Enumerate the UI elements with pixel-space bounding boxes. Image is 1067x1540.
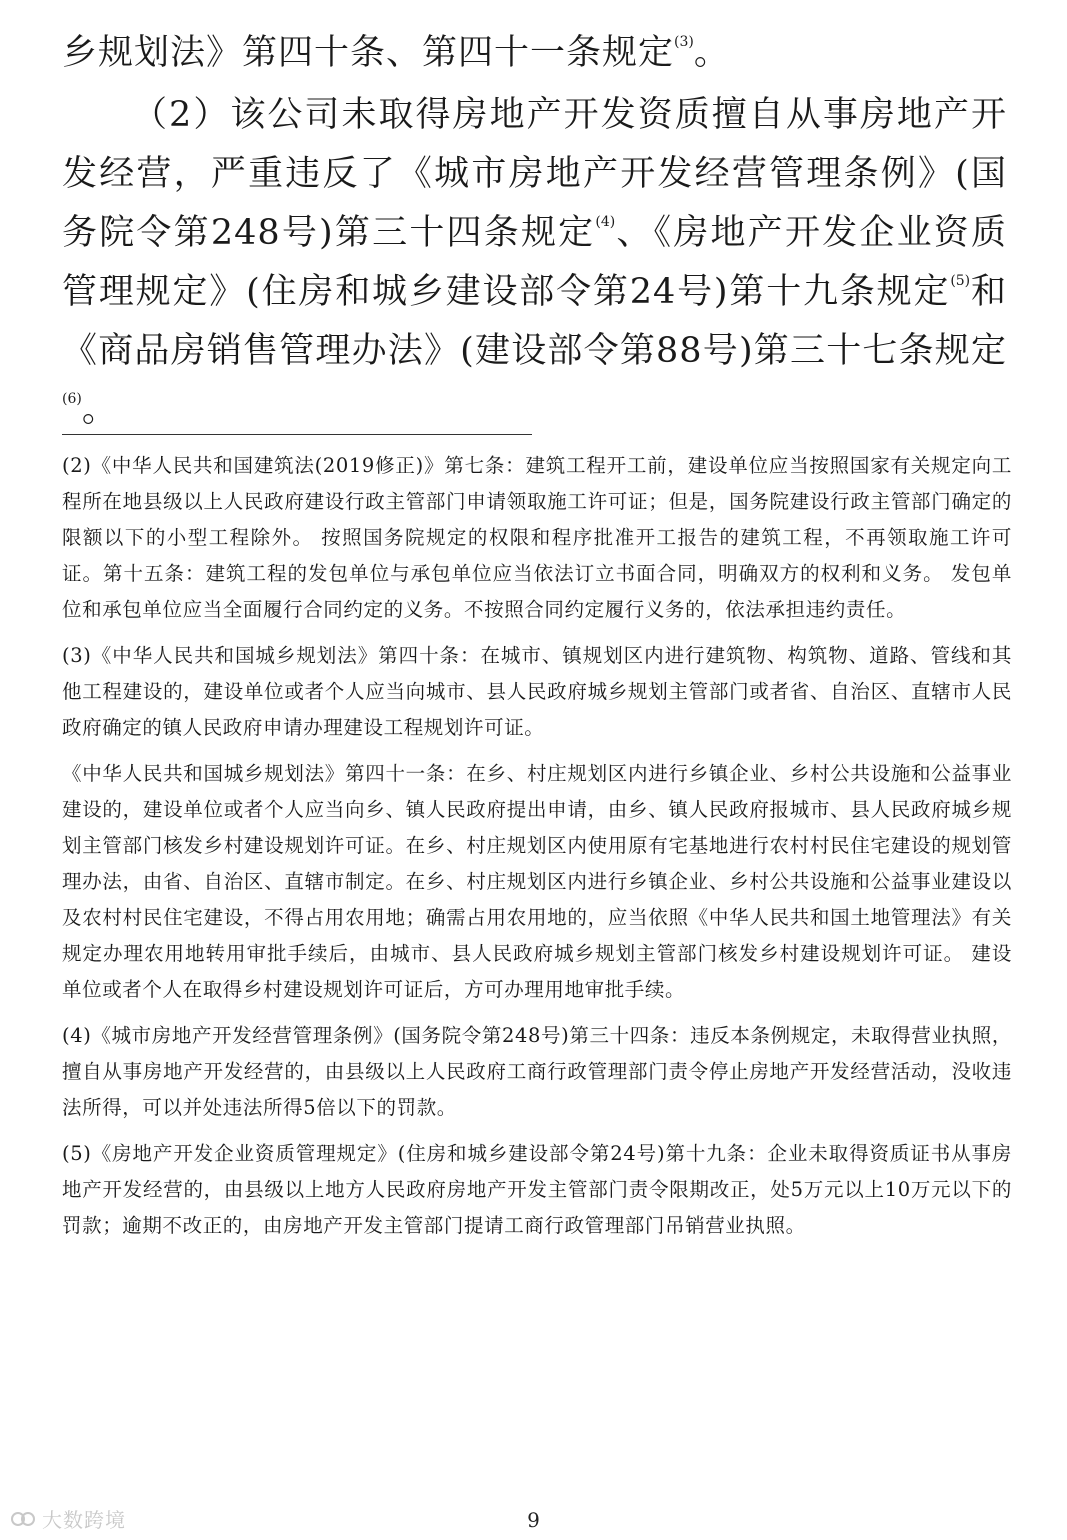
page-number: 9 xyxy=(527,1508,540,1532)
footnote-3: (3)《中华人民共和国城乡规划法》第四十条：在城市、镇规划区内进行建筑物、构筑物、道路、管线和其他工程建设的，建设单位或者个人应当向城市、县人民政府城乡规划主管部门或者省、自治区、直辖市人民政府确定的镇人民政府申请办理建设工程规划许可证。 xyxy=(62,644,1012,739)
footnote-separator xyxy=(62,434,532,435)
footnote-ref-6[interactable]: (6) xyxy=(62,391,82,407)
footnote-ref-4[interactable]: (4) xyxy=(595,214,616,230)
body-text-span: 。 xyxy=(81,390,118,430)
footnote-4: (4)《城市房地产开发经营管理条例》(国务院令第248号)第三十四条：违反本条例规定，未取得营业执照，擅自从事房地产开发经营的，由县级以上人民政府工商行政管理部门责令停止房地产开发经营活动，没收违法所得，可以并处违法所得5倍以下的罚款。 xyxy=(62,1024,1012,1119)
body-text xyxy=(62,24,1007,440)
footnote-ref-3[interactable]: (3) xyxy=(674,34,694,50)
body-text-span: 和《商品房销售管理办法》(建设部令第88号)第三十七条规定 xyxy=(62,272,1007,371)
footnote-3-cont: 《中华人民共和国城乡规划法》第四十一条：在乡、村庄规划区内进行乡镇企业、乡村公共设施和公益事业建设的，建设单位或者个人应当向乡、镇人民政府提出申请，由乡、镇人民政府报城市、县人民政府城乡规划主管部门核发乡村建设规划许可证。在乡、村庄规划区内使用原有宅基地进行农村村民住宅建设的规划管理办法，由省、自治区、直辖市制定。在乡、村庄规划区内进行乡镇企业、乡村公共设施和公益事业建设以及农村村民住宅建设，不得占用农用地；确需占用农用地的，应当依照《中华人民共和国土地管理法》有关规定办理农用地转用审批手续后，由城市、县人民政府城乡规划主管部门核发乡村建设规划许可证。 建设单位或者个人在取得乡村建设规划许可证后，方可办理用地审批手续。 xyxy=(62,762,1012,1001)
body-text-span: 、《房地产开发企业资质管理规定》(住房和城乡建设部令第24号)第十九条规定 xyxy=(62,213,1007,312)
body-paragraph-1 xyxy=(62,24,1007,83)
body-text-span: 。 xyxy=(693,33,730,73)
watermark-text: 大数跨境 xyxy=(42,1508,126,1532)
body-paragraph-2 xyxy=(62,86,1007,440)
body-text-span: 乡规划法》第四十条、第四十一条规定 xyxy=(62,33,675,73)
footnote-ref-5[interactable]: (5) xyxy=(950,273,971,289)
footnotes xyxy=(62,448,1012,1244)
body-text-span: （2）该公司未取得房地产开发资质擅自从事房地产开发经营，严重违反了《城市房地产开发经营管理条例》(国务院令第248号)第三十四条规定 xyxy=(62,95,1007,253)
footnote-5: (5)《房地产开发企业资质管理规定》(住房和城乡建设部令第24号)第十九条：企业未取得资质证书从事房地产开发经营的，由县级以上地方人民政府房地产开发主管部门责令限期改正，处5万元以上10万元以下的罚款；逾期不改正的，由房地产开发主管部门提请工商行政管理部门吊销营业执照。 xyxy=(62,1142,1012,1237)
footnote-2: (2)《中华人民共和国建筑法(2019修正)》第七条：建筑工程开工前，建设单位应当按照国家有关规定向工程所在地县级以上人民政府建设行政主管部门申请领取施工许可证；但是，国务院建设行政主管部门确定的限额以下的小型工程除外。 按照国务院规定的权限和程序批准开工报告的建筑工程，不再领取施工许可证。第十五条：建筑工程的发包单位与承包单位应当依法订立书面合同，明确双方的权利和义务。 发包单位和承包单位应当全面履行合同约定的义务。不按照合同约定履行义务的，依法承担违约责任。 xyxy=(62,454,1012,621)
